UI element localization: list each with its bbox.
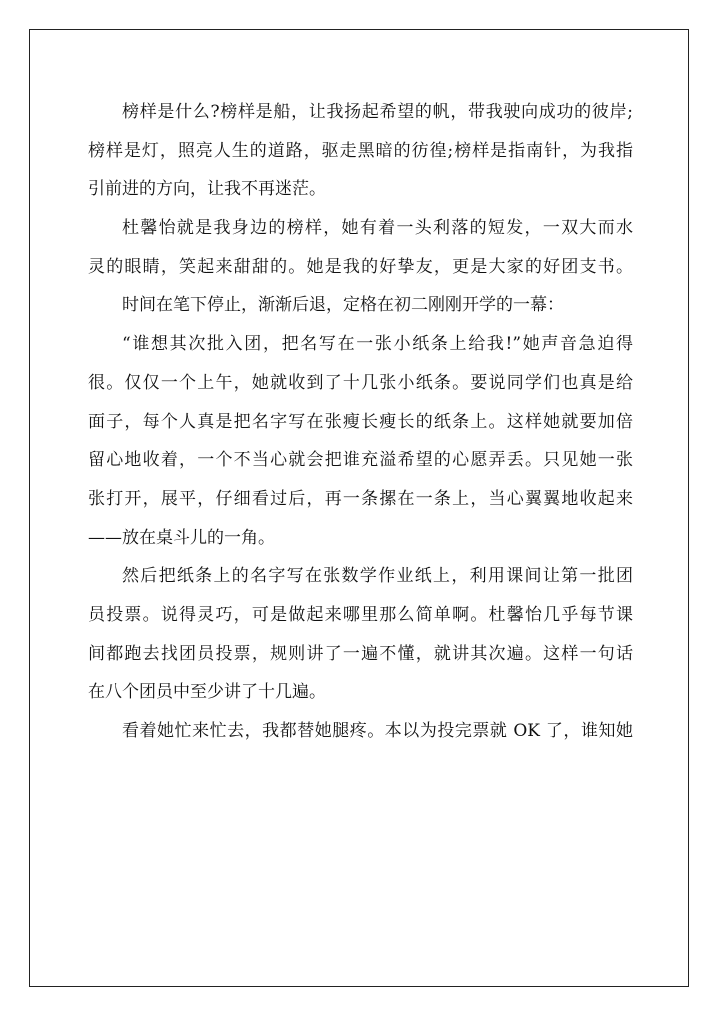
paragraph-4-line-6: ——放在桌斗儿的一角。 (88, 527, 275, 548)
paragraph-1-line-3: 引前进的方向，让我不再迷茫。 (88, 179, 326, 200)
paragraph-6-line-1: 看着她忙来忙去，我都替她腿疼。本以为投完票就 OK 了，谁知她 (122, 721, 633, 741)
paragraph-2-line-2: 灵的眼睛，笑起来甜甜的。她是我的好挚友，更是大家的好团支书。 (88, 256, 633, 277)
paragraph-5-line-1: 然后把纸条上的名字写在张数学作业纸上，利用课间让第一批团 (122, 566, 633, 587)
paragraph-4-line-4: 留心地收着，一个不当心就会把谁充溢希望的心愿弄丢。只见她一张 (88, 450, 633, 471)
paragraph-5-line-4: 在八个团员中至少讲了十几遍。 (88, 682, 326, 703)
paragraph-4-line-3: 面子，每个人真是把名字写在张瘦长瘦长的纸条上。这样她就要加倍 (88, 411, 633, 432)
paragraph-4-line-1: “谁想其次批入团，把名写在一张小纸条上给我!”她声音急迫得 (122, 334, 633, 355)
paragraph-1-line-2: 榜样是灯，照亮人生的道路，驱走黑暗的彷徨;榜样是指南针，为我指 (88, 140, 633, 161)
paragraph-4-line-5: 张打开，展平，仔细看过后，再一条摞在一条上，当心翼翼地收起来 (88, 488, 633, 509)
paragraph-1-line-1: 榜样是什么?榜样是船，让我扬起希望的帆，带我驶向成功的彼岸; (122, 102, 633, 122)
paragraph-5-line-3: 间都跑去找团员投票，规则讲了一遍不懂，就讲其次遍。这样一句话 (88, 643, 633, 664)
paragraph-4-line-2: 很。仅仅一个上午，她就收到了十几张小纸条。要说同学们也真是给 (88, 372, 633, 393)
paragraph-2-line-1: 杜馨怡就是我身边的榜样，她有着一头利落的短发，一双大而水 (122, 218, 633, 239)
paragraph-5-line-2: 员投票。说得灵巧，可是做起来哪里那么简单啊。杜馨怡几乎每节课 (88, 604, 633, 625)
paragraph-3-line-1: 时间在笔下停止，渐渐后退，定格在初二刚刚开学的一幕： (122, 295, 564, 316)
document-body (88, 93, 633, 751)
